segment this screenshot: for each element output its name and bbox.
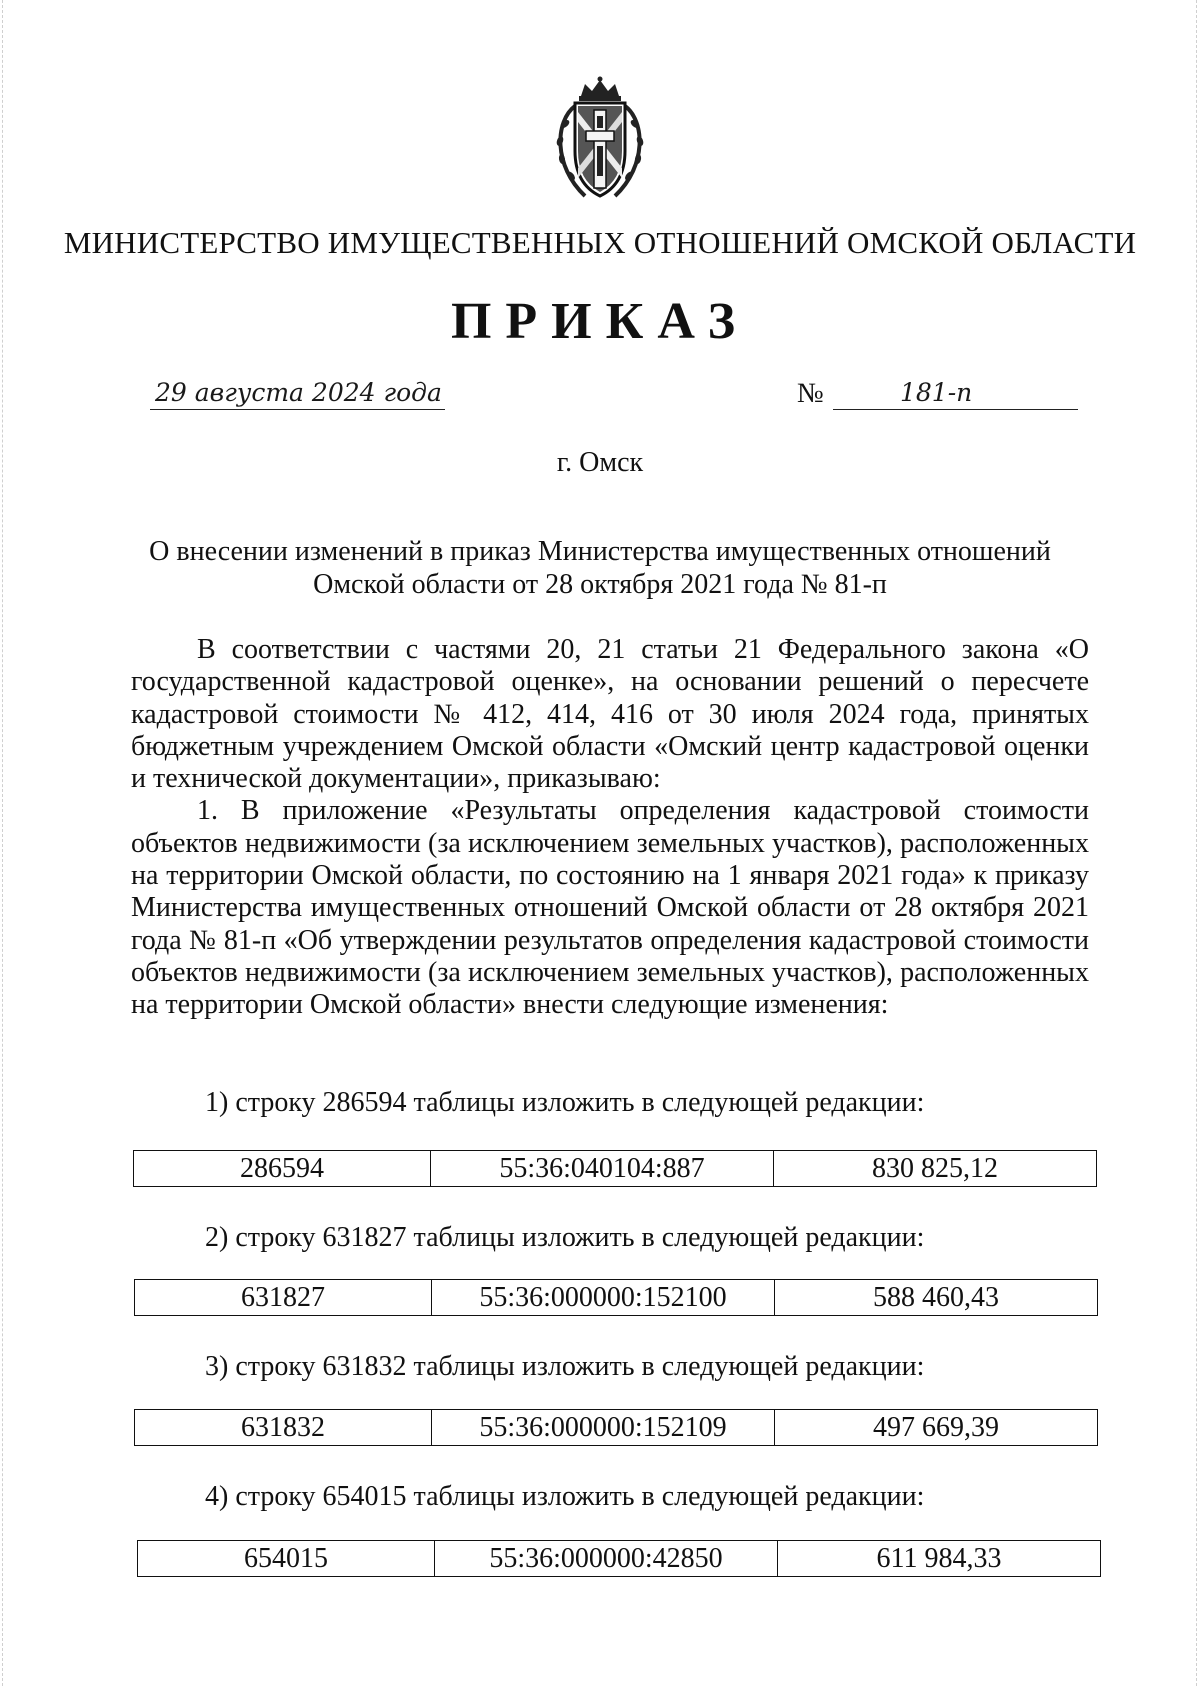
item-4-text: 4) строку 654015 таблицы изложить в следующей редакции:: [205, 1481, 925, 1512]
document-date: 29 августа 2024 года: [155, 378, 442, 407]
omsk-coat-of-arms-icon: [545, 76, 655, 206]
item-1-table: [133, 1150, 1097, 1187]
cadastral-value-cell: 588 460,43: [775, 1280, 1098, 1316]
item-3-table: [134, 1409, 1098, 1446]
subject-line-1: О внесении изменений в приказ Министерства имущественных отношений: [149, 536, 1051, 567]
item-1-text: 1) строку 286594 таблицы изложить в следующей редакции:: [205, 1087, 925, 1118]
table-row: [138, 1541, 1101, 1577]
body-paragraph-1: В соответствии с частями 20, 21 статьи 21 Федерального закона «О государственной кадастровой оценке», на основании решений о пересчете кадастровой стоимости № 412, 414, 416 от 30 июля 2024 года, принятых бюджетным учреждением Омской области «Омский центр кадастровой оценки и технической документации», приказываю:: [131, 634, 1089, 795]
subject-line-2: Омской области от 28 октября 2021 года № 81-п: [313, 569, 887, 600]
row-number-cell: 654015: [138, 1541, 435, 1577]
row-number-cell: 631832: [135, 1410, 432, 1446]
cadastral-number-cell: 55:36:000000:42850: [435, 1541, 778, 1577]
row-number-cell: 286594: [134, 1151, 431, 1187]
document-body: [131, 634, 1089, 1022]
city: г. Омск: [556, 447, 644, 478]
cadastral-number-cell: 55:36:040104:887: [431, 1151, 774, 1187]
item-3-text: 3) строку 631832 таблицы изложить в следующей редакции:: [205, 1351, 925, 1382]
table-row: [135, 1280, 1098, 1316]
document-number: 181-п: [900, 378, 973, 407]
document-title: ПРИКАЗ: [450, 293, 750, 350]
cadastral-value-cell: 611 984,33: [778, 1541, 1101, 1577]
item-4-table: [137, 1540, 1101, 1577]
item-2-text: 2) строку 631827 таблицы изложить в следующей редакции:: [205, 1222, 925, 1253]
row-number-cell: 631827: [135, 1280, 432, 1316]
document-subject: [140, 535, 1060, 601]
cadastral-value-cell: 830 825,12: [774, 1151, 1097, 1187]
item-2-table: [134, 1279, 1098, 1316]
cadastral-number-cell: 55:36:000000:152100: [432, 1280, 775, 1316]
date-underline: [150, 409, 445, 410]
number-underline: [833, 409, 1078, 410]
cadastral-value-cell: 497 669,39: [775, 1410, 1098, 1446]
ministry-name: МИНИСТЕРСТВО ИМУЩЕСТВЕННЫХ ОТНОШЕНИЙ ОМСКОЙ ОБЛАСТИ: [63, 225, 1137, 260]
table-row: [135, 1410, 1098, 1446]
table-row: [134, 1151, 1097, 1187]
cadastral-number-cell: 55:36:000000:152109: [432, 1410, 775, 1446]
number-sign: №: [797, 378, 824, 409]
body-paragraph-2: 1. В приложение «Результаты определения кадастровой стоимости объектов недвижимости (за исключением земельных участков), расположенных на территории Омской области, по состоянию на 1 января 2021 года» к приказу Министерства имущественных отношений Омской области от 28 октября 2021 года № 81-п «Об утверждении результатов определения кадастровой стоимости объектов недвижимости (за исключением земельных участков), расположенных на территории Омской области» внести следующие изменения:: [131, 795, 1089, 1021]
